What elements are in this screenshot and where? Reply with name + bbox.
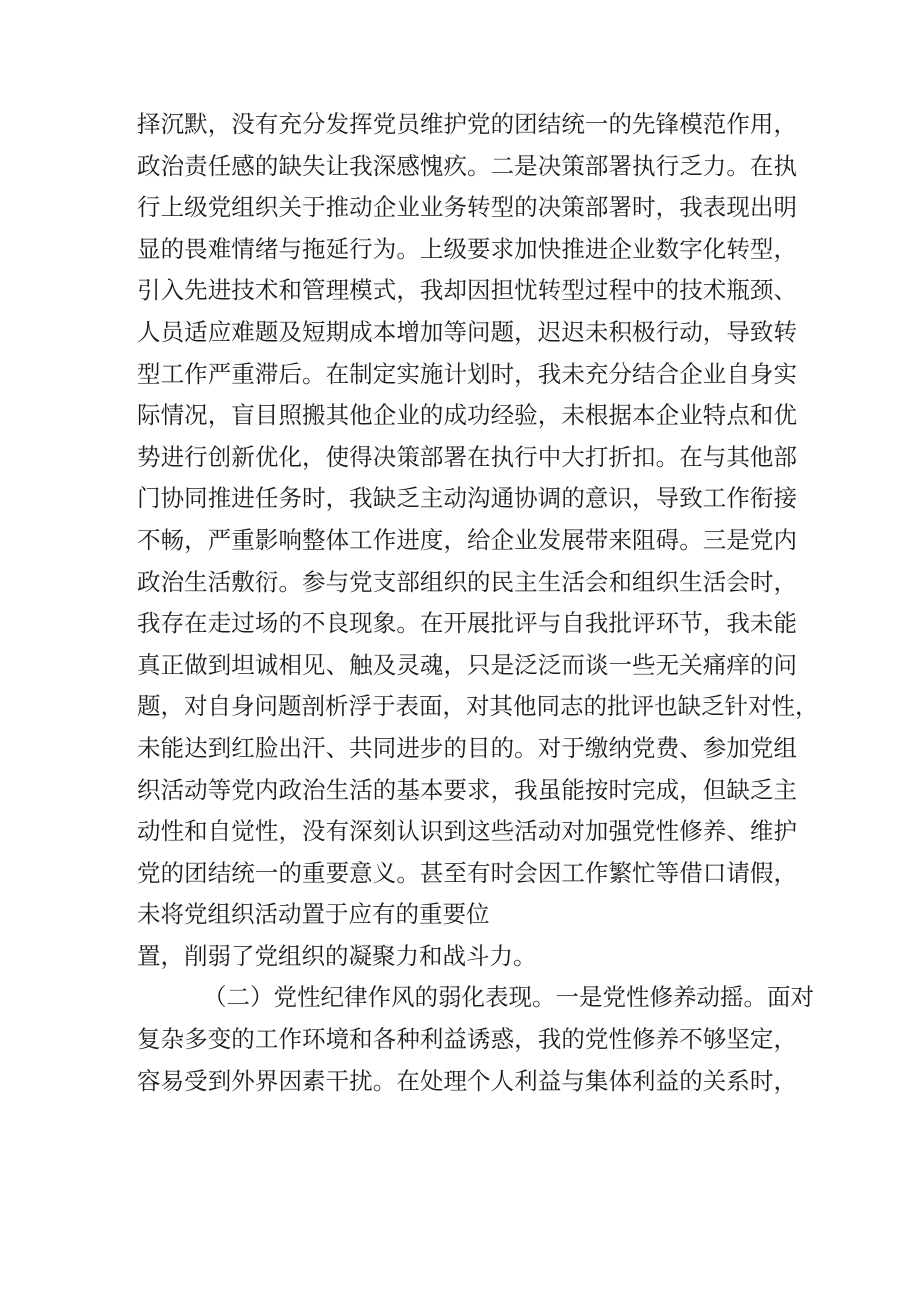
text-line: 未能达到红脸出汗、共同进步的目的。对于缴纳党费、参加党组 <box>137 733 797 762</box>
text-line: 真正做到坦诚相见、触及灵魂，只是泛泛而谈一些无关痛痒的问 <box>137 650 797 679</box>
text-line: 置，削弱了党组织的凝聚力和战斗力。 <box>137 941 537 970</box>
text-line: 织活动等党内政治生活的基本要求，我虽能按时完成，但缺乏主 <box>137 775 797 804</box>
text-line: 人员适应难题及短期成本增加等问题，迟迟未积极行动，导致转 <box>137 317 797 346</box>
text-line: 政治生活敷衍。参与党支部组织的民主生活会和组织生活会时， <box>137 567 797 596</box>
text-line: 行上级党组织关于推动企业业务转型的决策部署时，我表现出明 <box>137 193 797 222</box>
section-heading-line: （二）党性纪律作风的弱化表现。一是党性修养动摇。面对 <box>203 983 814 1012</box>
text-line: 型工作严重滞后。在制定实施计划时，我未充分结合企业自身实 <box>137 359 797 388</box>
text-line: 门协同推进任务时，我缺乏主动沟通协调的意识，导致工作衔接 <box>137 484 797 513</box>
text-line: 动性和自觉性，没有深刻认识到这些活动对加强党性修养、维护 <box>137 817 797 846</box>
text-line: 复杂多变的工作环境和各种利益诱惑，我的党性修养不够坚定， <box>137 1025 797 1054</box>
text-line: 题，对自身问题剖析浮于表面，对其他同志的批评也缺乏针对性， <box>137 692 819 721</box>
text-line: 我存在走过场的不良现象。在开展批评与自我批评环节，我未能 <box>137 609 797 638</box>
text-line: 不畅，严重影响整体工作进度，给企业发展带来阻碍。三是党内 <box>137 525 797 554</box>
text-line: 容易受到外界因素干扰。在处理个人利益与集体利益的关系时， <box>137 1066 797 1095</box>
text-line: 未将党组织活动置于应有的重要位 <box>137 900 490 929</box>
text-line: 党的团结统一的重要意义。甚至有时会因工作繁忙等借口请假， <box>137 858 797 887</box>
body-text <box>137 104 819 1102</box>
text-line: 势进行创新优化，使得决策部署在执行中大打折扣。在与其他部 <box>137 442 797 471</box>
text-line: 显的畏难情绪与拖延行为。上级要求加快推进企业数字化转型， <box>137 234 797 263</box>
text-line: 引入先进技术和管理模式，我却因担忧转型过程中的技术瓶颈、 <box>137 276 797 305</box>
text-line: 择沉默，没有充分发挥党员维护党的团结统一的先锋模范作用， <box>137 110 797 138</box>
text-line: 际情况，盲目照搬其他企业的成功经验，未根据本企业特点和优 <box>137 401 797 430</box>
text-line: 政治责任感的缺失让我深感愧疚。二是决策部署执行乏力。在执 <box>137 151 797 180</box>
